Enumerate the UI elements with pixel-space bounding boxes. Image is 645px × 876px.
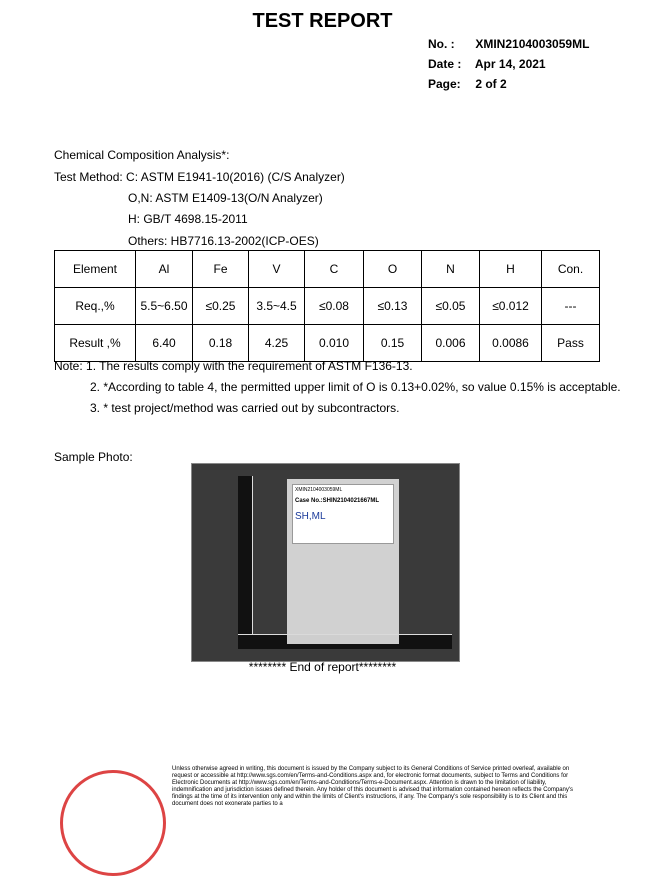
table-cell: ≤0.25	[193, 288, 249, 325]
method-c: C: ASTM E1941-10(2016) (C/S Analyzer)	[126, 170, 345, 184]
table-header-cell: Element	[55, 251, 136, 288]
table-cell: 6.40	[136, 325, 193, 362]
note-1: Note: 1. The results comply with the requirement of ASTM F136-13.	[54, 359, 413, 373]
table-cell: 0.010	[305, 325, 364, 362]
ruler-vertical	[238, 476, 253, 646]
analysis-heading: Chemical Composition Analysis*:	[54, 148, 230, 162]
table-header-cell: Al	[136, 251, 193, 288]
photo-caption: Sample Photo:	[54, 450, 133, 464]
report-title: TEST REPORT	[252, 10, 393, 32]
note-2: 2. *According to table 4, the permitted upper limit of O is 0.13+0.02%, so value 0.15% is acceptable.	[90, 380, 621, 394]
table-cell: Req.,%	[55, 288, 136, 325]
table-cell: 0.0086	[480, 325, 542, 362]
table-cell: ---	[542, 288, 600, 325]
table-cell: Pass	[542, 325, 600, 362]
table-cell: 3.5~4.5	[249, 288, 305, 325]
table-header-cell: Con.	[542, 251, 600, 288]
end-of-report: ******** End of report********	[248, 660, 397, 674]
report-page-label: Page:	[428, 77, 461, 91]
report-number	[428, 37, 589, 51]
table-cell: ≤0.012	[480, 288, 542, 325]
table-header-cell: Fe	[193, 251, 249, 288]
table-header-cell: V	[249, 251, 305, 288]
report-date-value: Apr 14, 2021	[474, 57, 546, 71]
table-cell: ≤0.13	[364, 288, 422, 325]
table-cell: ≤0.08	[305, 288, 364, 325]
report-number-value: XMIN2104003059ML	[475, 37, 590, 51]
table-header-row	[55, 251, 600, 288]
method-h: H: GB/T 4698.15-2011	[128, 212, 248, 226]
method-others: Others: HB7716.13-2002(ICP-OES)	[128, 234, 319, 248]
table-row	[55, 288, 600, 325]
table-header-cell: O	[364, 251, 422, 288]
method-label: Test Method:	[54, 170, 123, 184]
company-seal	[60, 770, 166, 876]
sample-handwriting: SH,ML	[295, 511, 326, 522]
sample-label-line1: XMIN2104003059ML	[295, 487, 343, 493]
table-row	[55, 325, 600, 362]
table-header-cell: H	[480, 251, 542, 288]
report-date-label: Date :	[428, 57, 462, 71]
report-page	[428, 77, 507, 91]
footer-disclaimer: Unless otherwise agreed in writing, this document is issued by the Company subject to its General Conditions of Service printed overleaf, available on request or accessible at http://www.sgs.com/en/Terms-and-Conditions.aspx and, for electronic format documents, subject to Terms and Conditions for Electronic Documents at http://www.sgs.com/en/Terms-and-Conditions/Terms-e-Document.aspx. Attention is drawn to the limitation of liability, indemnification and jurisdiction issues defined therein. Any holder of this document is advised that information contained hereon reflects the Company's findings at the time of its intervention only and within the limits of Client's instructions, if any. The Company's sole responsibility is to its Client and this document does not exonerate parties to a	[172, 766, 574, 807]
table-cell: 5.5~6.50	[136, 288, 193, 325]
table-header-cell: C	[305, 251, 364, 288]
table-cell: 4.25	[249, 325, 305, 362]
composition-table	[54, 250, 600, 362]
table-header-cell: N	[422, 251, 480, 288]
report-number-label: No. :	[428, 37, 455, 51]
table-cell: 0.18	[193, 325, 249, 362]
table-cell: 0.15	[364, 325, 422, 362]
sample-label-line2: Case No.:SHIN2104021667ML	[295, 498, 380, 504]
sample-label	[292, 484, 394, 544]
note-3: 3. * test project/method was carried out by subcontractors.	[90, 401, 400, 415]
report-date	[428, 57, 546, 71]
report-page-value: 2 of 2	[475, 77, 507, 91]
table-cell: ≤0.05	[422, 288, 480, 325]
table-cell: 0.006	[422, 325, 480, 362]
method-on: O,N: ASTM E1409-13(O/N Analyzer)	[128, 191, 323, 205]
sample-photo	[191, 463, 460, 662]
table-cell: Result ,%	[55, 325, 136, 362]
method-line-1	[54, 170, 345, 184]
